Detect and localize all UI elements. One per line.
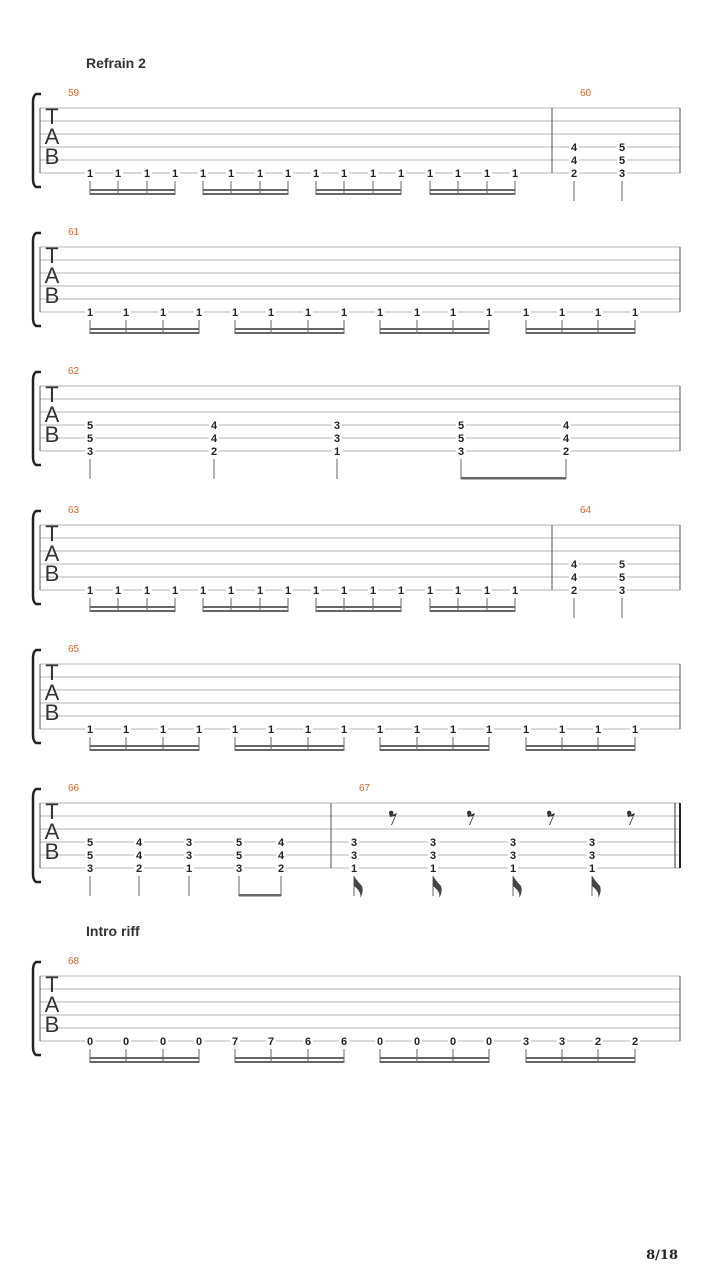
tab-clef-letter: A bbox=[44, 541, 60, 566]
beam bbox=[316, 606, 401, 608]
fret-number: 1 bbox=[171, 585, 179, 597]
fret-number: 1 bbox=[256, 585, 264, 597]
beam bbox=[90, 189, 175, 191]
fret-number: 1 bbox=[426, 168, 434, 180]
beam bbox=[90, 610, 175, 612]
fret-number: 4 bbox=[277, 850, 285, 862]
fret-number: 2 bbox=[562, 446, 570, 458]
tab-system bbox=[33, 783, 680, 898]
beam bbox=[380, 745, 489, 747]
beam bbox=[235, 1057, 344, 1059]
fret-number: 7 bbox=[267, 1036, 275, 1048]
section-title: Intro riff bbox=[86, 923, 140, 939]
fret-number: 3 bbox=[558, 1036, 566, 1048]
fret-number: 4 bbox=[570, 142, 578, 154]
fret-number: 0 bbox=[413, 1036, 421, 1048]
fret-number: 1 bbox=[511, 168, 519, 180]
fret-number: 4 bbox=[562, 433, 570, 445]
tab-clef-letter: T bbox=[45, 521, 59, 546]
beam bbox=[380, 1057, 489, 1059]
fret-number: 0 bbox=[449, 1036, 457, 1048]
fret-number: 1 bbox=[231, 724, 239, 736]
fret-number: 2 bbox=[277, 863, 285, 875]
beam bbox=[526, 745, 635, 747]
fret-number: 1 bbox=[185, 863, 193, 875]
beam bbox=[316, 610, 401, 612]
fret-number: 1 bbox=[340, 168, 348, 180]
fret-number: 1 bbox=[86, 724, 94, 736]
measure-number: 61 bbox=[68, 227, 80, 238]
beam bbox=[90, 332, 199, 334]
fret-number: 1 bbox=[284, 168, 292, 180]
beam bbox=[430, 189, 515, 191]
fret-number: 1 bbox=[86, 168, 94, 180]
fret-number: 5 bbox=[618, 572, 626, 584]
page-number: 8/18 bbox=[646, 1248, 678, 1263]
fret-number: 4 bbox=[210, 420, 218, 432]
measure-number: 66 bbox=[68, 783, 80, 794]
fret-number: 1 bbox=[483, 585, 491, 597]
beam bbox=[90, 1057, 199, 1059]
eighth-rest bbox=[467, 811, 475, 825]
fret-number: 5 bbox=[618, 142, 626, 154]
beam bbox=[203, 610, 288, 612]
eighth-flag bbox=[354, 876, 363, 898]
fret-number: 2 bbox=[570, 168, 578, 180]
beam bbox=[526, 328, 635, 330]
beam bbox=[430, 606, 515, 608]
fret-number: 7 bbox=[231, 1036, 239, 1048]
fret-number: 0 bbox=[159, 1036, 167, 1048]
beam bbox=[380, 749, 489, 751]
beam bbox=[430, 193, 515, 195]
fret-number: 5 bbox=[86, 420, 94, 432]
fret-number: 3 bbox=[588, 837, 596, 849]
tab-system bbox=[33, 505, 680, 618]
fret-number: 1 bbox=[86, 307, 94, 319]
fret-number: 1 bbox=[340, 724, 348, 736]
fret-number: 1 bbox=[522, 724, 530, 736]
fret-number: 3 bbox=[588, 850, 596, 862]
eighth-rest bbox=[547, 811, 555, 825]
measure-number: 68 bbox=[68, 956, 80, 967]
fret-number: 4 bbox=[135, 850, 143, 862]
fret-number: 5 bbox=[618, 559, 626, 571]
fret-number: 1 bbox=[449, 307, 457, 319]
fret-number: 3 bbox=[509, 850, 517, 862]
fret-number: 1 bbox=[558, 724, 566, 736]
fret-number: 5 bbox=[86, 433, 94, 445]
fret-number: 0 bbox=[195, 1036, 203, 1048]
fret-number: 1 bbox=[397, 585, 405, 597]
beam bbox=[235, 332, 344, 334]
tab-system bbox=[33, 366, 680, 480]
fret-number: 3 bbox=[350, 837, 358, 849]
fret-number: 2 bbox=[135, 863, 143, 875]
fret-number: 3 bbox=[185, 837, 193, 849]
fret-number: 1 bbox=[454, 168, 462, 180]
fret-number: 0 bbox=[376, 1036, 384, 1048]
fret-number: 3 bbox=[333, 420, 341, 432]
fret-number: 5 bbox=[457, 420, 465, 432]
fret-number: 3 bbox=[185, 850, 193, 862]
fret-number: 1 bbox=[199, 585, 207, 597]
fret-number: 1 bbox=[171, 168, 179, 180]
fret-number: 5 bbox=[457, 433, 465, 445]
fret-number: 4 bbox=[562, 420, 570, 432]
fret-number: 1 bbox=[143, 168, 151, 180]
tab-clef-letter: T bbox=[45, 972, 59, 997]
fret-number: 2 bbox=[594, 1036, 602, 1048]
fret-number: 5 bbox=[235, 837, 243, 849]
fret-number: 3 bbox=[429, 837, 437, 849]
fret-number: 1 bbox=[312, 168, 320, 180]
fret-number: 2 bbox=[570, 585, 578, 597]
eighth-flag bbox=[592, 876, 601, 898]
fret-number: 1 bbox=[114, 168, 122, 180]
beam bbox=[239, 894, 281, 897]
fret-number: 1 bbox=[426, 585, 434, 597]
beam bbox=[461, 477, 566, 480]
fret-number: 3 bbox=[429, 850, 437, 862]
tab-clef-letter: B bbox=[44, 144, 60, 169]
fret-number: 3 bbox=[618, 168, 626, 180]
tab-clef-letter: B bbox=[44, 283, 60, 308]
beam bbox=[90, 193, 175, 195]
fret-number: 3 bbox=[522, 1036, 530, 1048]
measure-number: 59 bbox=[68, 88, 80, 99]
fret-number: 1 bbox=[631, 307, 639, 319]
beam bbox=[235, 328, 344, 330]
eighth-flag bbox=[513, 876, 522, 898]
fret-number: 1 bbox=[454, 585, 462, 597]
fret-number: 4 bbox=[570, 572, 578, 584]
measure-number: 62 bbox=[68, 366, 80, 377]
eighth-rest bbox=[389, 811, 397, 825]
fret-number: 3 bbox=[457, 446, 465, 458]
fret-number: 5 bbox=[235, 850, 243, 862]
tab-clef-letter: B bbox=[44, 700, 60, 725]
fret-number: 5 bbox=[86, 850, 94, 862]
fret-number: 1 bbox=[369, 585, 377, 597]
fret-number: 1 bbox=[333, 446, 341, 458]
fret-number: 1 bbox=[284, 585, 292, 597]
fret-number: 1 bbox=[413, 307, 421, 319]
fret-number: 1 bbox=[122, 724, 130, 736]
fret-number: 1 bbox=[483, 168, 491, 180]
fret-number: 1 bbox=[267, 307, 275, 319]
section-title: Refrain 2 bbox=[86, 55, 146, 71]
tab-clef-letter: A bbox=[44, 680, 60, 705]
measure-number: 60 bbox=[580, 88, 592, 99]
fret-number: 0 bbox=[485, 1036, 493, 1048]
fret-number: 6 bbox=[340, 1036, 348, 1048]
fret-number: 1 bbox=[267, 724, 275, 736]
fret-number: 1 bbox=[86, 585, 94, 597]
tab-clef-letter: A bbox=[44, 124, 60, 149]
fret-number: 4 bbox=[210, 433, 218, 445]
beam bbox=[430, 610, 515, 612]
tab-clef-letter: B bbox=[44, 1012, 60, 1037]
beam bbox=[526, 1061, 635, 1063]
fret-number: 3 bbox=[350, 850, 358, 862]
fret-number: 1 bbox=[256, 168, 264, 180]
tab-clef-letter: B bbox=[44, 561, 60, 586]
eighth-flag bbox=[433, 876, 442, 898]
tab-clef-letter: A bbox=[44, 263, 60, 288]
fret-number: 1 bbox=[231, 307, 239, 319]
fret-number: 3 bbox=[618, 585, 626, 597]
fret-number: 1 bbox=[340, 585, 348, 597]
beam bbox=[203, 189, 288, 191]
beam bbox=[526, 749, 635, 751]
fret-number: 1 bbox=[199, 168, 207, 180]
fret-number: 1 bbox=[558, 307, 566, 319]
fret-number: 1 bbox=[159, 307, 167, 319]
fret-number: 1 bbox=[429, 863, 437, 875]
fret-number: 0 bbox=[122, 1036, 130, 1048]
fret-number: 3 bbox=[235, 863, 243, 875]
tab-clef-letter: T bbox=[45, 382, 59, 407]
fret-number: 1 bbox=[304, 724, 312, 736]
fret-number: 1 bbox=[114, 585, 122, 597]
fret-number: 4 bbox=[570, 155, 578, 167]
measure-number: 64 bbox=[580, 505, 592, 516]
fret-number: 5 bbox=[86, 837, 94, 849]
tab-clef-letter: A bbox=[44, 992, 60, 1017]
fret-number: 1 bbox=[397, 168, 405, 180]
measure-number: 63 bbox=[68, 505, 80, 516]
beam bbox=[380, 1061, 489, 1063]
fret-number: 1 bbox=[485, 307, 493, 319]
fret-number: 1 bbox=[588, 863, 596, 875]
fret-number: 1 bbox=[631, 724, 639, 736]
tab-system bbox=[33, 55, 680, 201]
fret-number: 1 bbox=[376, 307, 384, 319]
fret-number: 1 bbox=[449, 724, 457, 736]
fret-number: 1 bbox=[413, 724, 421, 736]
fret-number: 0 bbox=[86, 1036, 94, 1048]
fret-number: 1 bbox=[159, 724, 167, 736]
fret-number: 1 bbox=[594, 307, 602, 319]
fret-number: 1 bbox=[594, 724, 602, 736]
fret-number: 1 bbox=[340, 307, 348, 319]
fret-number: 1 bbox=[522, 307, 530, 319]
tab-system bbox=[33, 227, 680, 334]
fret-number: 4 bbox=[135, 837, 143, 849]
fret-number: 3 bbox=[86, 446, 94, 458]
tab-clef-letter: B bbox=[44, 839, 60, 864]
beam bbox=[380, 332, 489, 334]
beam bbox=[316, 189, 401, 191]
fret-number: 5 bbox=[618, 155, 626, 167]
beam bbox=[316, 193, 401, 195]
tab-system bbox=[33, 644, 680, 751]
fret-number: 3 bbox=[509, 837, 517, 849]
fret-number: 1 bbox=[376, 724, 384, 736]
tab-clef-letter: A bbox=[44, 402, 60, 427]
tab-clef-letter: T bbox=[45, 243, 59, 268]
beam bbox=[235, 745, 344, 747]
beam bbox=[90, 606, 175, 608]
measure-number: 67 bbox=[359, 783, 371, 794]
fret-number: 1 bbox=[312, 585, 320, 597]
beam bbox=[90, 745, 199, 747]
beam bbox=[90, 328, 199, 330]
beam bbox=[526, 1057, 635, 1059]
fret-number: 2 bbox=[631, 1036, 639, 1048]
tab-clef-letter: T bbox=[45, 104, 59, 129]
fret-number: 1 bbox=[195, 724, 203, 736]
beam bbox=[235, 749, 344, 751]
fret-number: 1 bbox=[511, 585, 519, 597]
fret-number: 3 bbox=[86, 863, 94, 875]
fret-number: 1 bbox=[143, 585, 151, 597]
fret-number: 2 bbox=[210, 446, 218, 458]
beam bbox=[90, 1061, 199, 1063]
tab-clef-letter: T bbox=[45, 799, 59, 824]
beam bbox=[203, 606, 288, 608]
fret-number: 1 bbox=[195, 307, 203, 319]
tab-clef-letter: T bbox=[45, 660, 59, 685]
beam bbox=[203, 193, 288, 195]
eighth-rest bbox=[627, 811, 635, 825]
fret-number: 4 bbox=[277, 837, 285, 849]
tab-system bbox=[33, 923, 680, 1063]
fret-number: 1 bbox=[350, 863, 358, 875]
fret-number: 1 bbox=[369, 168, 377, 180]
fret-number: 1 bbox=[304, 307, 312, 319]
fret-number: 1 bbox=[485, 724, 493, 736]
fret-number: 1 bbox=[509, 863, 517, 875]
measure-number: 65 bbox=[68, 644, 80, 655]
fret-number: 3 bbox=[333, 433, 341, 445]
fret-number: 1 bbox=[122, 307, 130, 319]
beam bbox=[90, 749, 199, 751]
fret-number: 6 bbox=[304, 1036, 312, 1048]
fret-number: 1 bbox=[227, 585, 235, 597]
beam bbox=[235, 1061, 344, 1063]
fret-number: 4 bbox=[570, 559, 578, 571]
tab-clef-letter: A bbox=[44, 819, 60, 844]
fret-number: 1 bbox=[227, 168, 235, 180]
beam bbox=[526, 332, 635, 334]
tab-clef-letter: B bbox=[44, 422, 60, 447]
beam bbox=[380, 328, 489, 330]
